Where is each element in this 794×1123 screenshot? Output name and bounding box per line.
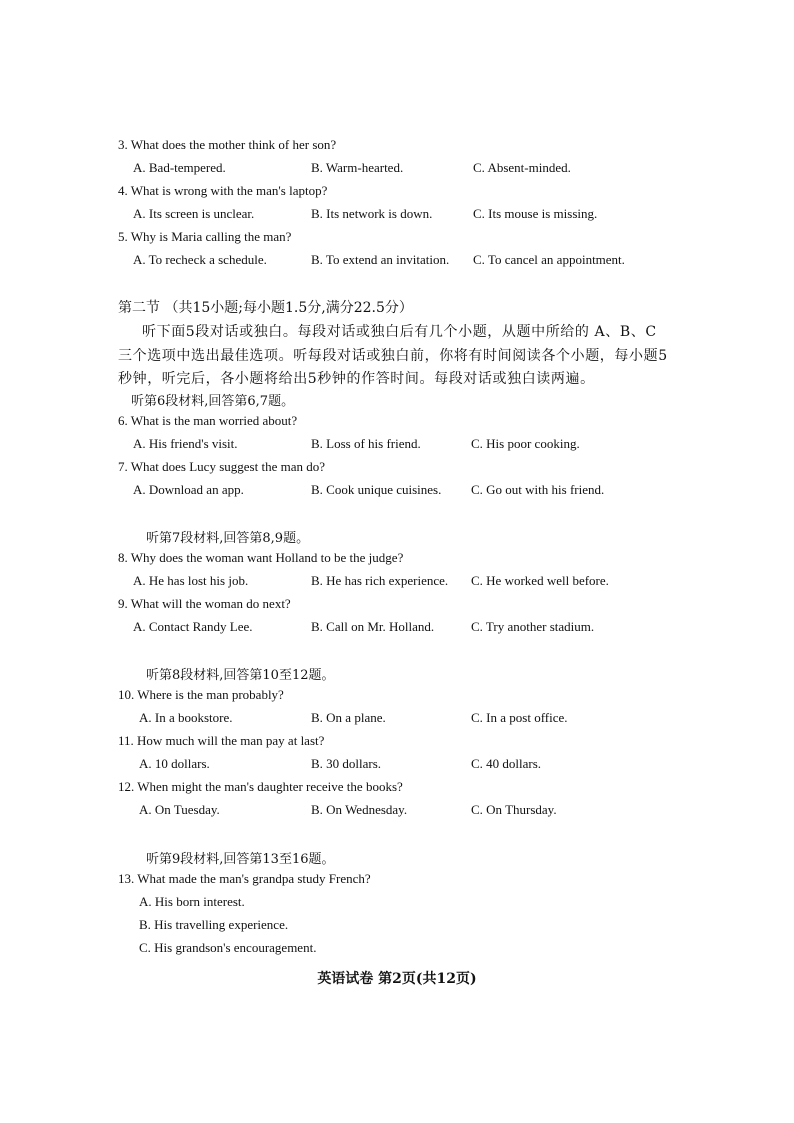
option-10c: C. In a post office. — [471, 710, 568, 725]
question-5: 5. Why is Maria calling the man? — [118, 229, 292, 244]
option-5b: B. To extend an invitation. — [311, 252, 450, 267]
option-7b: B. Cook unique cuisines. — [311, 482, 442, 497]
question-4: 4. What is wrong with the man's laptop? — [118, 183, 328, 198]
option-6c: C. His poor cooking. — [471, 436, 580, 451]
page-footer: 英语试卷 第2页(共12页) — [317, 971, 477, 987]
option-10b: B. On a plane. — [311, 710, 386, 725]
material-7-label: 听第7段材料,回答第8,9题。 — [146, 531, 310, 546]
option-11c: C. 40 dollars. — [471, 756, 542, 771]
option-8a: A. He has lost his job. — [133, 573, 249, 588]
question-12: 12. When might the man's daughter receive the books? — [118, 779, 403, 794]
option-7c: C. Go out with his friend. — [471, 482, 605, 497]
option-11b: B. 30 dollars. — [311, 756, 382, 771]
question-3: 3. What does the mother think of her son? — [118, 137, 337, 152]
question-6: 6. What is the man worried about? — [118, 413, 298, 428]
option-13b: B. His travelling experience. — [139, 917, 289, 932]
question-13: 13. What made the man's grandpa study French? — [118, 871, 371, 886]
option-3a: A. Bad-tempered. — [133, 160, 226, 175]
option-13a: A. His born interest. — [139, 894, 245, 909]
question-11: 11. How much will the man pay at last? — [118, 733, 325, 748]
option-10a: A. In a bookstore. — [139, 710, 233, 725]
option-9b: B. Call on Mr. Holland. — [311, 619, 435, 634]
option-13c: C. His grandson's encouragement. — [139, 940, 317, 955]
option-5a: A. To recheck a schedule. — [133, 252, 267, 267]
option-11a: A. 10 dollars. — [139, 756, 210, 771]
material-6-label: 听第6段材料,回答第6,7题。 — [131, 394, 295, 409]
question-8: 8. Why does the woman want Holland to be the judge? — [118, 550, 404, 565]
option-12b: B. On Wednesday. — [311, 802, 408, 817]
option-3c: C. Absent-minded. — [473, 160, 571, 175]
option-8c: C. He worked well before. — [471, 573, 609, 588]
option-5c: C. To cancel an appointment. — [473, 252, 625, 267]
instruction-line-1: 听下面5段对话或独白。每段对话或独白后有几个小题，从题中所给的 A、B、C — [142, 324, 657, 340]
instruction-line-2: 三个选项中选出最佳选项。听每段对话或独白前，你将有时间阅读各个小题，每小题5 — [118, 348, 668, 364]
option-4c: C. Its mouse is missing. — [473, 206, 598, 221]
option-8b: B. He has rich experience. — [311, 573, 449, 588]
question-7: 7. What does Lucy suggest the man do? — [118, 459, 325, 474]
question-9: 9. What will the woman do next? — [118, 596, 291, 611]
option-12c: C. On Thursday. — [471, 802, 557, 817]
instruction-line-3: 秒钟，听完后，各小题将给出5秒钟的作答时间。每段对话或独白读两遍。 — [118, 371, 595, 387]
option-9a: A. Contact Randy Lee. — [133, 619, 253, 634]
material-8-label: 听第8段材料,回答第10至12题。 — [146, 668, 335, 683]
option-9c: C. Try another stadium. — [471, 619, 595, 634]
option-6a: A. His friend's visit. — [133, 436, 238, 451]
option-7a: A. Download an app. — [133, 482, 244, 497]
option-12a: A. On Tuesday. — [139, 802, 220, 817]
option-4b: B. Its network is down. — [311, 206, 433, 221]
option-4a: A. Its screen is unclear. — [133, 206, 255, 221]
option-6b: B. Loss of his friend. — [311, 436, 421, 451]
question-10: 10. Where is the man probably? — [118, 687, 284, 702]
option-3b: B. Warm-hearted. — [311, 160, 404, 175]
material-9-label: 听第9段材料,回答第13至16题。 — [146, 852, 335, 867]
section-2-heading: 第二节 （共15小题;每小题1.5分,满分22.5分） — [118, 300, 413, 316]
